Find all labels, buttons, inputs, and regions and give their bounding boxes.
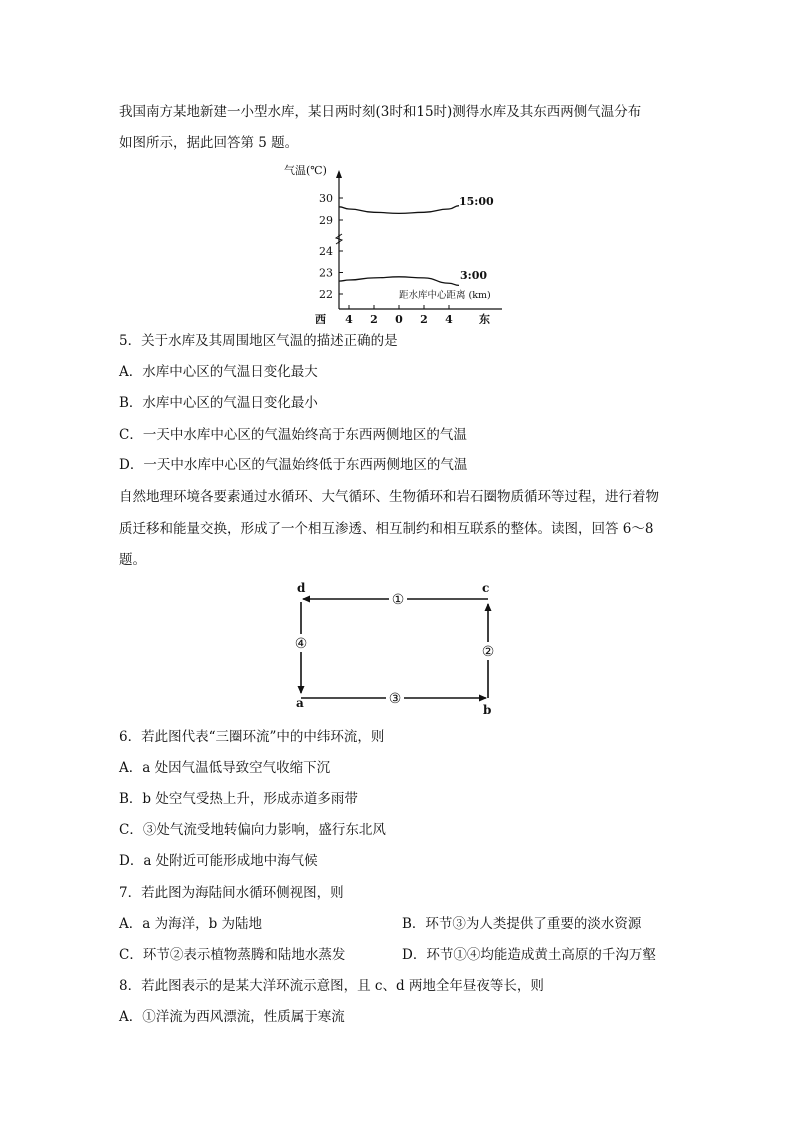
link-label-2: ② [481, 644, 495, 660]
intro-q5-line1: 我国南方某地新建一小型水库，某日两时刻(3时和15时)测得水库及其东西两侧气温分布 [119, 104, 642, 120]
x-tick-label-1: 2 [370, 313, 378, 324]
x-tick-label-3: 2 [420, 313, 428, 324]
q6-option-b[interactable]: B．b 处空气受热上升，形成赤道多雨带 [119, 791, 358, 807]
chart-labels [315, 192, 494, 324]
x-tick-label-0: 4 [345, 313, 353, 324]
corner-label-d: d [297, 581, 306, 595]
x-end-label-west: 西 [315, 313, 326, 324]
series-label-1: 3:00 [460, 269, 488, 282]
q6-option-a[interactable]: A．a 处因气温低导致空气收缩下沉 [119, 760, 331, 776]
series-line-1 [339, 277, 459, 286]
y-tick-label-24: 24 [319, 245, 333, 258]
y-tick-label-22: 22 [319, 288, 333, 301]
q7-option-a[interactable]: A．a 为海洋，b 为陆地 [119, 916, 263, 932]
y-axis-break-mark [336, 234, 342, 244]
y-tick-label-30: 30 [319, 192, 333, 205]
corner-label-c: c [482, 581, 490, 595]
chart-ylabel: 气温(℃) [284, 164, 327, 177]
intro-q6-8-line3: 题。 [119, 552, 146, 568]
q7-option-d[interactable]: D．环节①④均能造成黄土高原的千沟万壑 [402, 947, 656, 963]
chart-axes [336, 170, 502, 309]
q5-option-d[interactable]: D．一天中水库中心区的气温始终低于东西两侧地区的气温 [119, 457, 468, 473]
corner-label-b: b [483, 703, 492, 717]
q5-stem: 5．关于水库及其周围地区气温的描述正确的是 [119, 333, 398, 349]
chart-series [339, 206, 459, 286]
q7-option-c[interactable]: C．环节②表示植物蒸腾和陆地水蒸发 [119, 947, 346, 963]
q7-option-b[interactable]: B．环节③为人类提供了重要的淡水资源 [402, 916, 642, 932]
y-tick-label-23: 23 [319, 266, 333, 280]
intro-q6-8-line1: 自然地理环境各要素通过水循环、大气循环、生物循环和岩石圈物质循环等过程，进行着物 [119, 489, 659, 505]
q7-stem: 7．若此图为海陆间水循环侧视图，则 [119, 885, 344, 901]
series-label-0: 15:00 [459, 195, 494, 208]
q6-stem: 6．若此图代表“三圈环流”中的中纬环流，则 [119, 729, 385, 745]
intro-q6-8-line2: 质迁移和能量交换，形成了一个相互渗透、相互制约和相互联系的整体。读图，回答 6～8 [119, 521, 654, 537]
q5-option-a[interactable]: A．水库中心区的气温日变化最大 [119, 364, 318, 380]
temperature-chart [270, 158, 520, 324]
series-line-0 [339, 206, 459, 214]
corner-label-a: a [296, 696, 304, 710]
cycle-diagram [286, 578, 506, 720]
link-label-3: ③ [388, 691, 402, 707]
q6-option-c[interactable]: C．③处气流受地转偏向力影响，盛行东北风 [119, 822, 386, 838]
q8-option-a[interactable]: A．①洋流为西风漂流，性质属于寒流 [119, 1009, 345, 1025]
q8-stem: 8．若此图表示的是某大洋环流示意图，且 c、d 两地全年昼夜等长，则 [119, 978, 544, 994]
x-end-label-east: 东 [479, 313, 490, 324]
q5-option-c[interactable]: C．一天中水库中心区的气温始终高于东西两侧地区的气温 [119, 427, 467, 443]
y-axis-arrow [336, 170, 342, 178]
q6-option-d[interactable]: D．a 处附近可能形成地中海气候 [119, 853, 318, 869]
x-tick-label-2: 0 [395, 313, 403, 324]
intro-q5-line2: 如图所示，据此回答第 5 题。 [119, 135, 299, 151]
link-label-1: ① [391, 592, 405, 608]
link-label-4: ④ [294, 636, 308, 652]
q5-option-b[interactable]: B．水库中心区的气温日变化最小 [119, 395, 318, 411]
x-tick-label-4: 4 [445, 313, 453, 324]
chart-xlabel: 距水库中心距离 (km) [399, 290, 491, 301]
y-tick-label-29: 29 [319, 214, 333, 227]
